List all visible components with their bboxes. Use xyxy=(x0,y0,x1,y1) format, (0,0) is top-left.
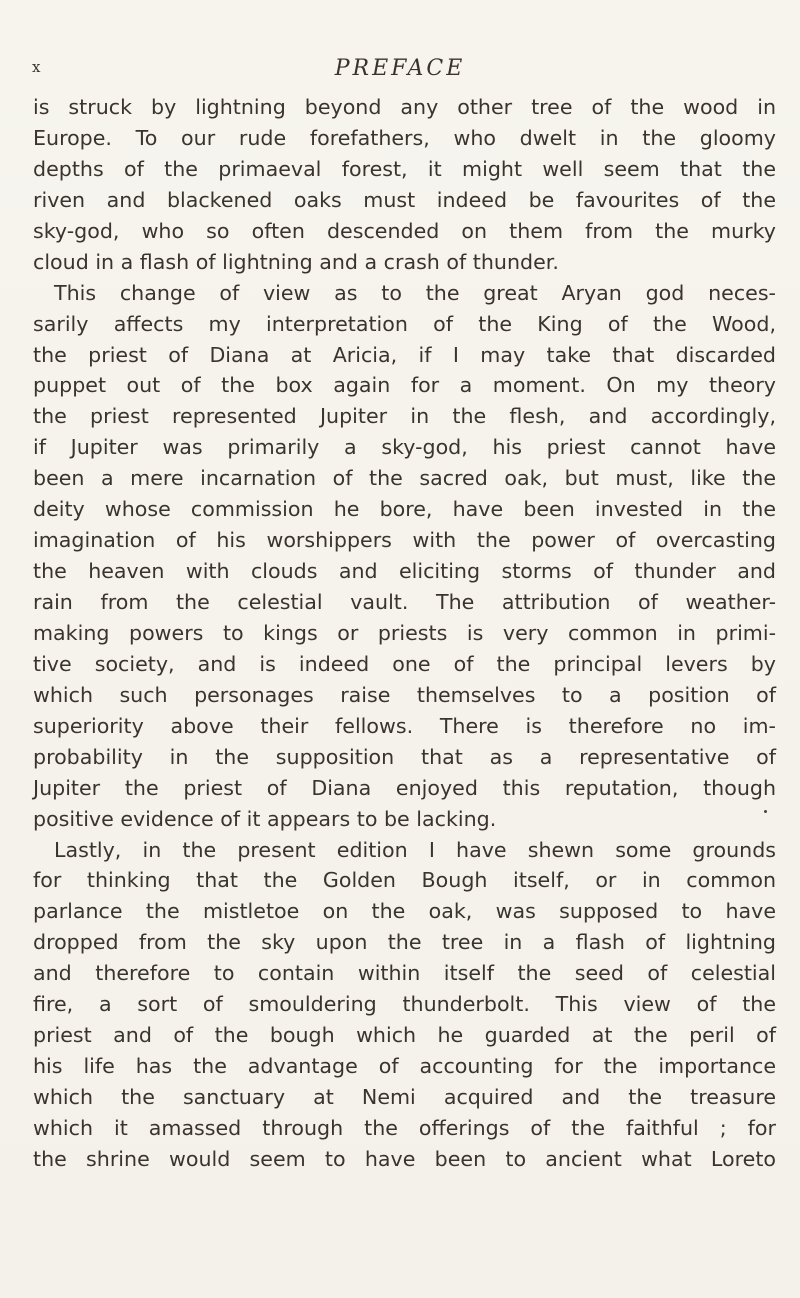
body-text xyxy=(33,92,776,1175)
text-line: is struck by lightning beyond any other tree of the wood in xyxy=(33,95,776,119)
text-line: Europe. To our rude forefathers, who dwelt in the gloomy xyxy=(33,125,776,150)
text-line: deity whose commission he bore, have been invested in the xyxy=(33,497,776,522)
text-line: and therefore to contain within itself the seed of celestial xyxy=(33,961,776,986)
text-line: been a mere incarnation of the sacred oak, but must, like the xyxy=(33,466,776,491)
text-line: dropped from the sky upon the tree in a flash of lightning xyxy=(33,930,776,955)
text-line: if Jupiter was primarily a sky-god, his priest cannot have xyxy=(33,435,776,460)
text-line: tive society, and is indeed one of the principal levers by xyxy=(33,651,776,676)
text-line: positive evidence of it appears to be lacking. xyxy=(33,806,497,831)
text-line: sarily affects my interpretation of the King of the Wood, xyxy=(33,311,776,336)
paragraph-start: This change of view as to the great Aryan god neces- xyxy=(54,280,776,305)
text-line: probability in the supposition that as a representative of xyxy=(33,744,776,769)
text-line: riven and blackened oaks must indeed be favourites of the xyxy=(33,187,776,212)
text-line: sky-god, who so often descended on them from the murky xyxy=(33,218,776,243)
text-line: puppet out of the box again for a moment. On my theory xyxy=(33,373,776,398)
paragraph-start: Lastly, in the present edition I have shewn some grounds xyxy=(54,837,776,862)
text-line: rain from the celestial vault. The attribution of weather- xyxy=(33,590,776,614)
text-line: the shrine would seem to have been to ancient what Loreto xyxy=(33,1146,776,1171)
text-line: the heaven with clouds and eliciting storms of thunder and xyxy=(33,559,776,584)
text-line: which the sanctuary at Nemi acquired and the treasure xyxy=(33,1085,776,1109)
text-line: cloud in a flash of lightning and a crash of thunder. xyxy=(33,249,559,274)
text-line: his life has the advantage of accounting for the importance xyxy=(33,1054,776,1079)
margin-speck xyxy=(764,810,767,813)
text-line: making powers to kings or priests is very common in primi- xyxy=(33,620,776,645)
running-head xyxy=(0,56,800,86)
running-title: PREFACE xyxy=(334,56,466,81)
text-line: the priest represented Jupiter in the flesh, and accordingly, xyxy=(33,404,776,429)
text-line: which it amassed through the offerings of the faithful ; for xyxy=(33,1115,776,1140)
text-line: Jupiter the priest of Diana enjoyed this reputation, though xyxy=(33,775,776,800)
text-line: imagination of his worshippers with the power of overcasting xyxy=(33,528,776,553)
page-number: x xyxy=(32,58,42,76)
text-line: superiority above their fellows. There is therefore no im- xyxy=(33,713,776,738)
text-line: fire, a sort of smouldering thunderbolt. This view of the xyxy=(33,992,776,1017)
text-line: which such personages raise themselves to a position of xyxy=(33,682,776,707)
text-line: for thinking that the Golden Bough itself, or in common xyxy=(33,868,776,893)
text-line: the priest of Diana at Aricia, if I may take that discarded xyxy=(33,342,776,367)
text-line: parlance the mistletoe on the oak, was supposed to have xyxy=(33,899,776,924)
text-line: priest and of the bough which he guarded at the peril of xyxy=(33,1023,776,1048)
text-line: depths of the primaeval forest, it might well seem that the xyxy=(33,156,776,181)
